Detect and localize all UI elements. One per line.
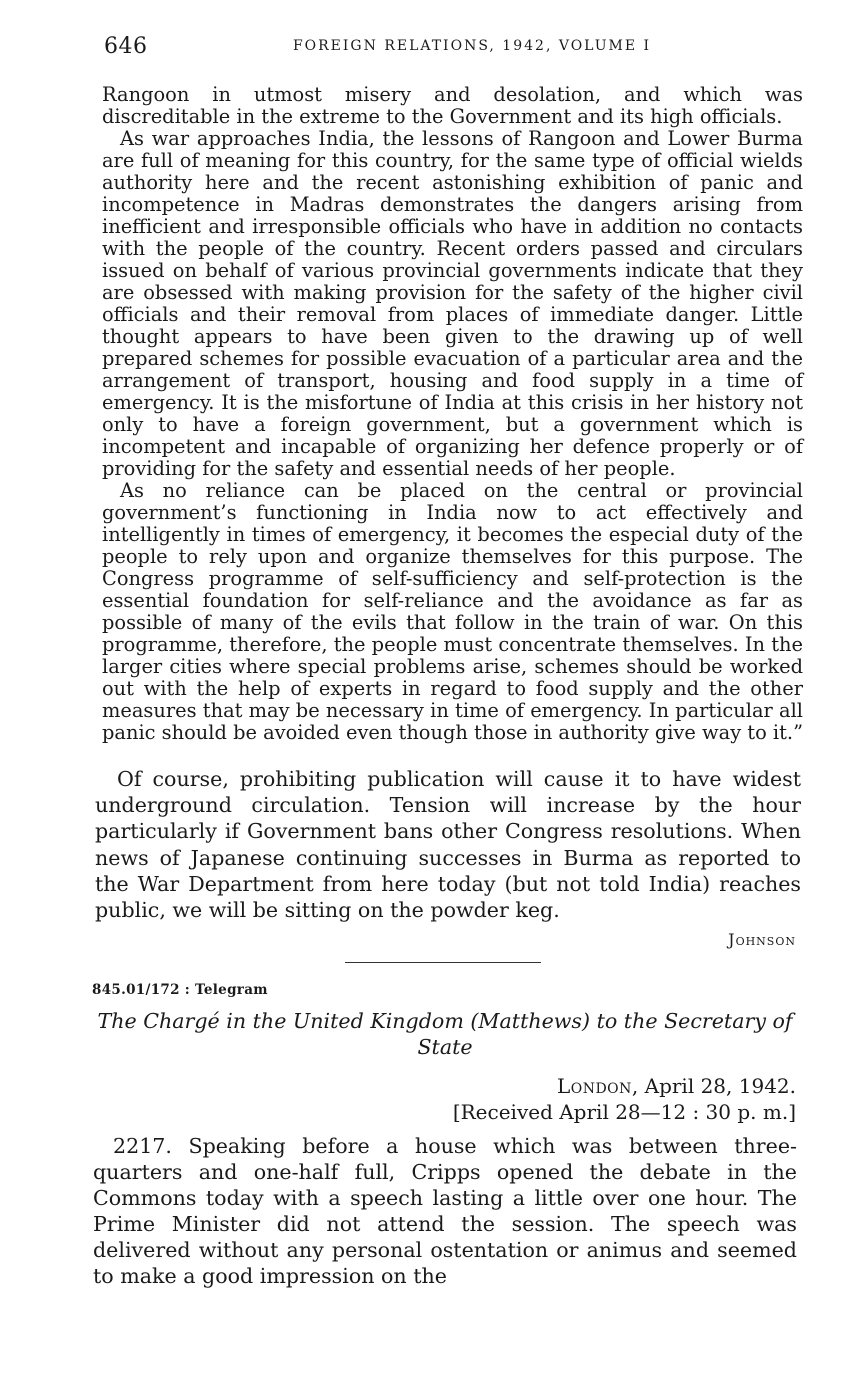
dateline: [557, 1074, 796, 1098]
telegram-paragraph: 2217. Speaking before a house which was between three-quarters and one-half full, Cripps opened the debate in the Commons today with a speech lasting a little over one hour. The Prime Minister did not attend the session. The speech was delivered without any personal ostentation or animus and seemed to make a good impression on the: [93, 1134, 797, 1288]
page-header: [104, 34, 800, 64]
received-line: [Received April 28—12 : 30 p. m.]: [452, 1100, 796, 1124]
telegram-body: [95, 766, 801, 923]
body-paragraph: Of course, prohibiting publication will cause it to have widest underground circulation. Tension will increase by the hour particularly if Government bans other Congress resolutions. When news of Japanese continuing successes in Burma as reported to the War Department from here today (but not told India) reaches public, we will be sitting on the powder keg.: [95, 767, 801, 923]
dateline-place: London: [556, 1074, 632, 1098]
quote-paragraph: Rangoon in utmost misery and desolation, and which was discreditable in the extreme to the Government and its high officials.: [102, 83, 803, 128]
file-reference: 845.01/172 : Telegram: [92, 982, 268, 998]
page-number: 646: [104, 34, 148, 59]
running-head: FOREIGN RELATIONS, 1942, VOLUME I: [292, 38, 652, 54]
dateline-date: , April 28, 1942.: [631, 1074, 796, 1098]
quote-paragraph: As war approaches India, the lessons of Rangoon and Lower Burma are full of meaning for this country, for the same type of official wields authority here and the recent astonishing exhibition of panic and incompetence in Madras demonstrates the dangers arising from inefficient and irresponsible officials who have in addition no contacts with the people of the country. Recent orders passed and circulars issued on behalf of various provincial governments indicate that they are obsessed with making provision for the safety of the higher civil officials and their removal from places of immediate danger. Little thought appears to have been given to the drawing up of well prepared schemes for possible evacuation of a particular area and the arrangement of transport, housing and food supply in a time of emergency. It is the misfortune of India at this crisis in her history not only to have a foreign government, but a government which is incompetent and incapable of organizing her defence properly or of providing for the safety and essential needs of her people.: [102, 127, 803, 480]
document-title: The Chargé in the United Kingdom (Matthews) to the Secretary of State: [97, 1009, 793, 1059]
quote-paragraph: As no reliance can be placed on the central or provincial government’s functioning in India now to act effectively and intelligently in times of emergency, it becomes the especial duty of the people to rely upon and organize themselves for this purpose. The Congress programme of self-sufficiency and self-protection is the essential foundation for self-reliance and the avoidance as far as possible of many of the evils that follow in the train of war. On this programme, therefore, the people must concentrate themselves. In the larger cities where special problems arise, schemes should be worked out with the help of experts in regard to food supply and the other measures that may be necessary in time of emergency. In particular all panic should be avoided even though those in authority give way to it.”: [102, 479, 804, 744]
quoted-resolution: [102, 84, 803, 744]
signature: Johnson: [728, 930, 796, 949]
telegram-text: [93, 1133, 797, 1289]
section-divider: [345, 962, 541, 963]
